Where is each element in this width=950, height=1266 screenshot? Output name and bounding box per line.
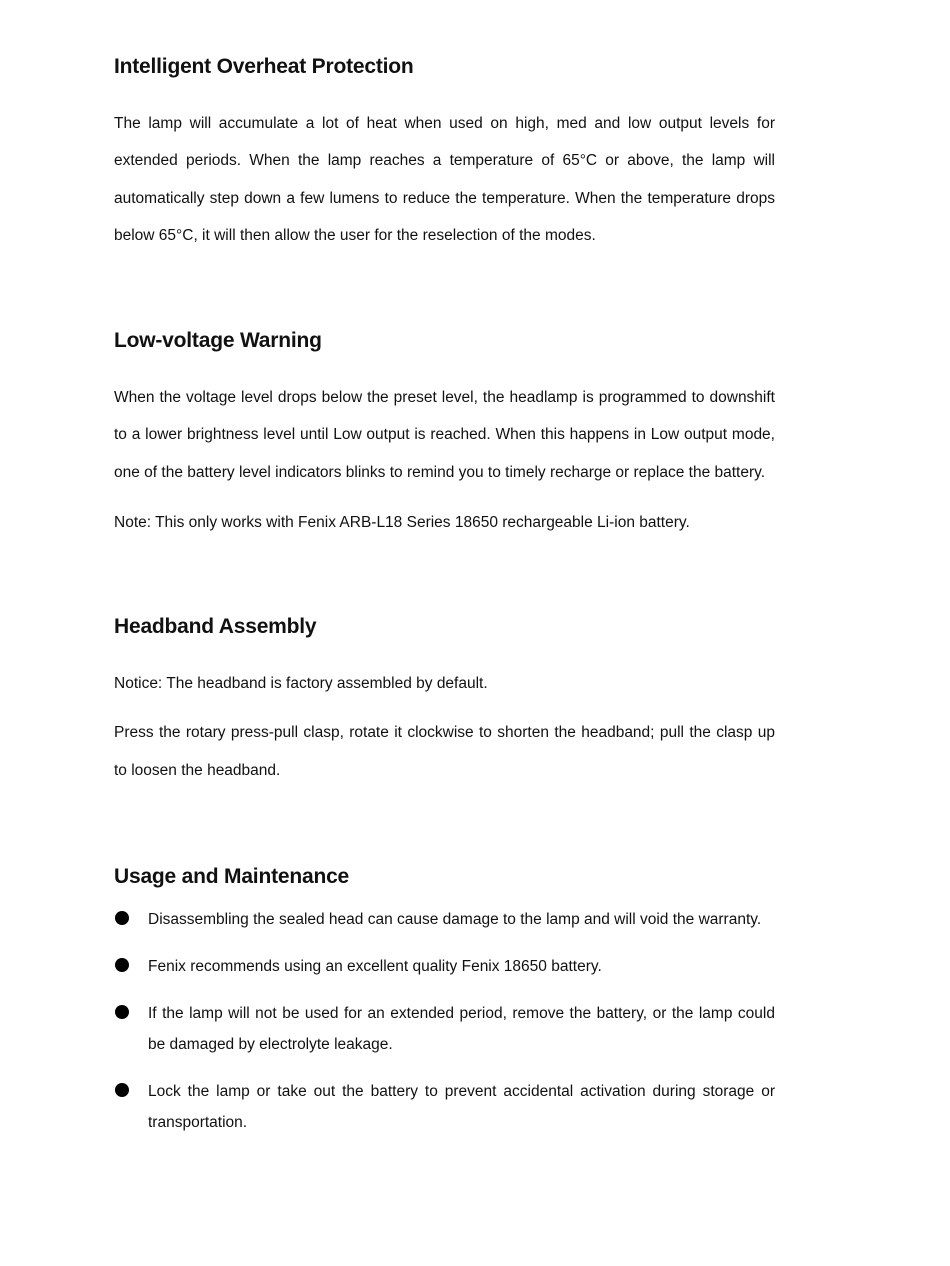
- low-voltage-warning-section: [114, 327, 775, 541]
- list-item-text: If the lamp will not be used for an extended period, remove the battery, or the lamp could be damaged by electrolyte leakage.: [148, 1005, 775, 1053]
- paragraph: Press the rotary press-pull clasp, rotate it clockwise to shorten the headband; pull the clasp up to loosen the headband.: [114, 724, 775, 779]
- list-item: [114, 998, 775, 1060]
- list-item-text: Fenix recommends using an excellent quality Fenix 18650 battery.: [148, 958, 602, 975]
- bullet-list: [114, 904, 775, 1138]
- paragraph: The lamp will accumulate a lot of heat when used on high, med and low output levels for extended periods. When the lamp reaches a temperature of 65°C or above, the lamp will automatically step down a few lumens to reduce the temperature. When the temperature drops below 65°C, it will then allow the user for the reselection of the modes.: [114, 115, 775, 244]
- bullet-icon: [115, 958, 129, 972]
- list-item: [114, 951, 775, 982]
- bullet-icon: [115, 1083, 129, 1097]
- list-item-text: Disassembling the sealed head can cause damage to the lamp and will void the warranty.: [148, 911, 762, 928]
- list-item-text: Lock the lamp or take out the battery to prevent accidental activation during storage or transportation.: [148, 1083, 775, 1131]
- headband-assembly-section: [114, 613, 775, 789]
- list-item: [114, 1076, 775, 1138]
- overheat-protection-section: [114, 53, 775, 254]
- bullet-icon: [115, 1005, 129, 1019]
- section-heading: Headband Assembly: [114, 615, 317, 638]
- note-paragraph: Note: This only works with Fenix ARB-L18 Series 18650 rechargeable Li-ion battery.: [114, 513, 690, 531]
- section-heading: Intelligent Overheat Protection: [114, 55, 414, 78]
- paragraph: When the voltage level drops below the preset level, the headlamp is programmed to downshift to a lower brightness level until Low output is reached. When this happens in Low output mode, one of the battery level indicators blinks to remind you to timely recharge or replace the battery.: [114, 389, 775, 481]
- usage-maintenance-section: [114, 863, 775, 1154]
- bullet-icon: [115, 911, 129, 925]
- notice-paragraph: Notice: The headband is factory assembled by default.: [114, 675, 488, 692]
- section-heading: Low-voltage Warning: [114, 329, 322, 352]
- list-item: [114, 904, 775, 935]
- section-heading: Usage and Maintenance: [114, 865, 350, 888]
